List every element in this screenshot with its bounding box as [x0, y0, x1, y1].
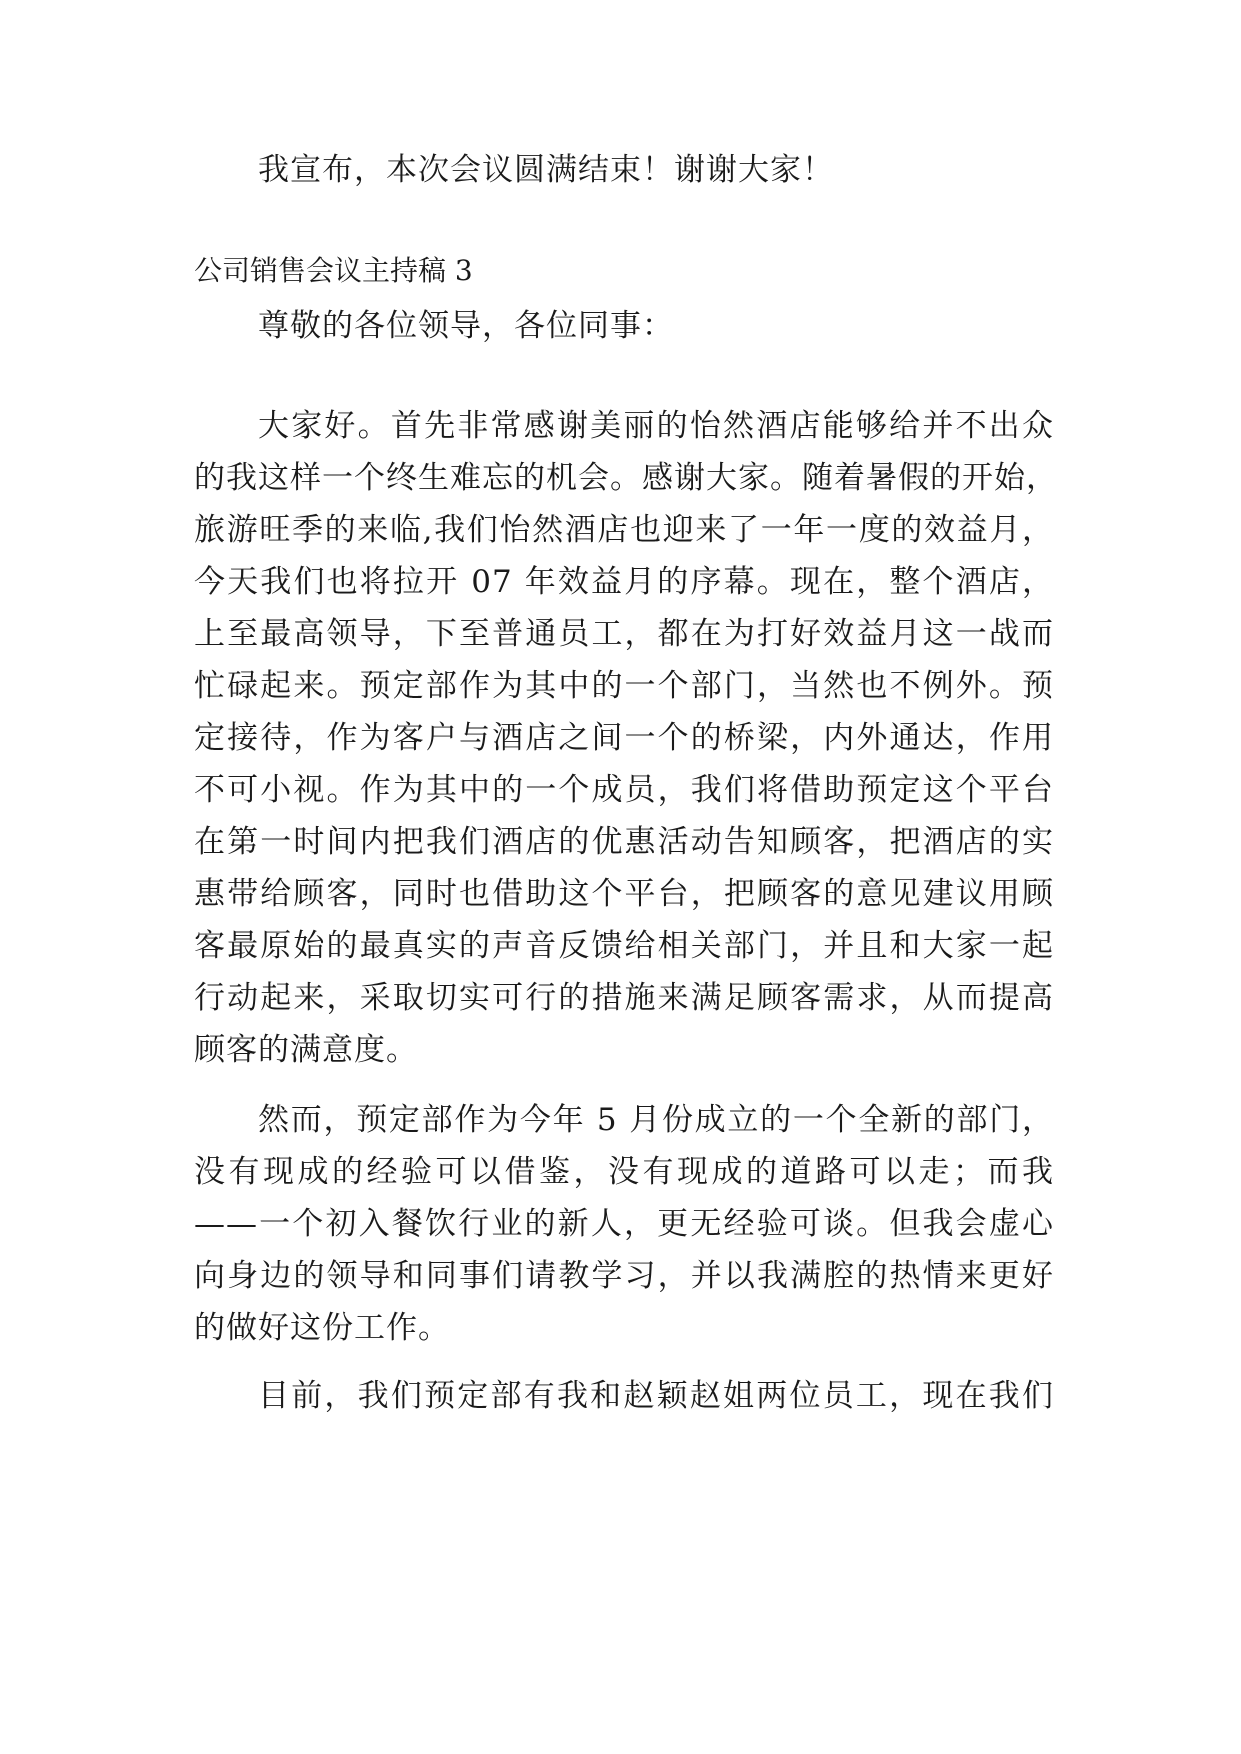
- text-line: 在第一时间内把我们酒店的优惠活动告知顾客，把酒店的实: [194, 824, 1054, 860]
- text-line: 不可小视。作为其中的一个成员，我们将借助预定这个平台: [194, 772, 1054, 808]
- closing-line: 我宣布，本次会议圆满结束！谢谢大家！: [258, 152, 834, 188]
- text-line: 行动起来，采取切实可行的措施来满足顾客需求，从而提高: [194, 980, 1054, 1016]
- text-line: 顾客的满意度。: [194, 1032, 418, 1068]
- salutation: 尊敬的各位领导，各位同事：: [258, 308, 674, 344]
- text-line: 没有现成的经验可以借鉴，没有现成的道路可以走；而我: [194, 1154, 1054, 1190]
- text-line: 目前，我们预定部有我和赵颖赵姐两位员工，现在我们: [258, 1378, 1054, 1414]
- section-title: 公司销售会议主持稿 3: [194, 254, 473, 287]
- text-line: 客最原始的最真实的声音反馈给相关部门，并且和大家一起: [194, 928, 1054, 964]
- text-line: 旅游旺季的来临,我们怡然酒店也迎来了一年一度的效益月，: [194, 512, 1054, 548]
- text-line: 向身边的领导和同事们请教学习，并以我满腔的热情来更好: [194, 1258, 1054, 1294]
- text-line: 定接待，作为客户与酒店之间一个的桥梁，内外通达，作用: [194, 720, 1054, 756]
- text-line: ——一个初入餐饮行业的新人，更无经验可谈。但我会虚心: [194, 1206, 1054, 1242]
- text-line: 忙碌起来。预定部作为其中的一个部门，当然也不例外。预: [194, 668, 1054, 704]
- text-line: 大家好。首先非常感谢美丽的怡然酒店能够给并不出众: [258, 408, 1054, 444]
- text-line: 上至最高领导，下至普通员工，都在为打好效益月这一战而: [194, 616, 1054, 652]
- text-line: 惠带给顾客，同时也借助这个平台，把顾客的意见建议用顾: [194, 876, 1054, 912]
- text-line: 的做好这份工作。: [194, 1310, 450, 1346]
- text-line: 今天我们也将拉开 07 年效益月的序幕。现在，整个酒店，: [194, 564, 1054, 600]
- text-line: 然而，预定部作为今年 5 月份成立的一个全新的部门，: [258, 1102, 1054, 1138]
- text-line: 的我这样一个终生难忘的机会。感谢大家。随着暑假的开始，: [194, 460, 1058, 496]
